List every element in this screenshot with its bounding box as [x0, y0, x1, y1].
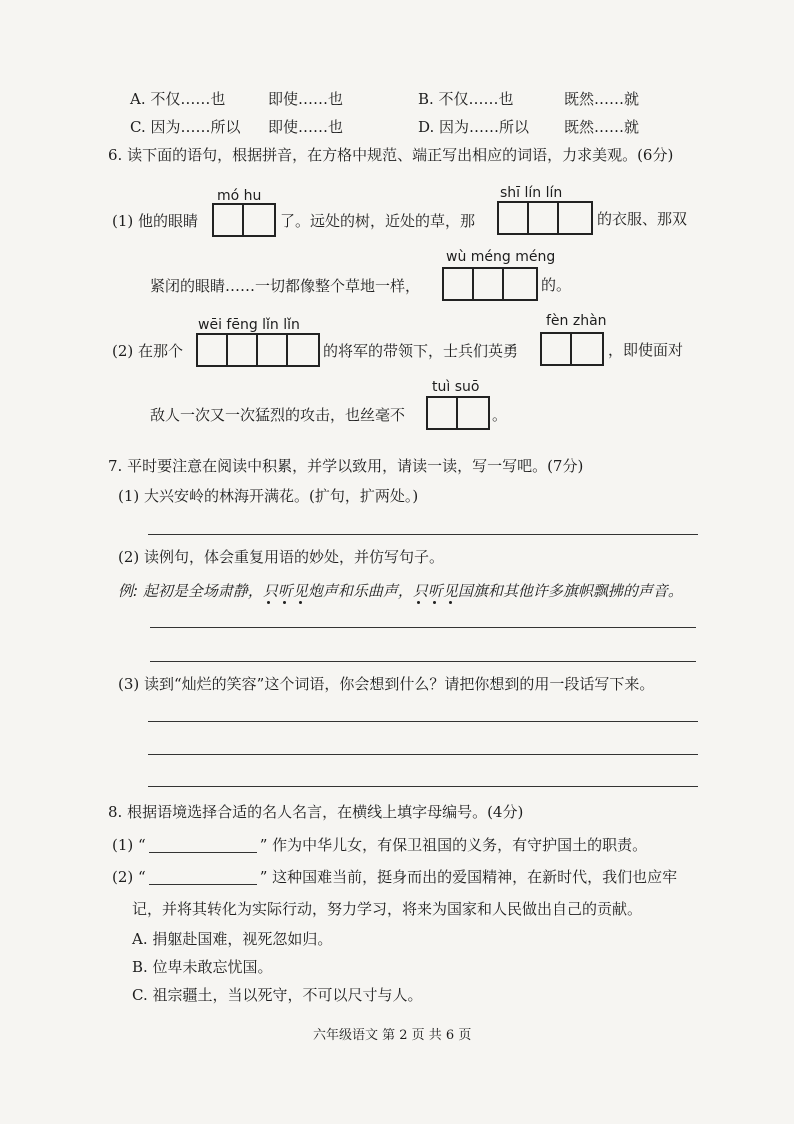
- answer-box-weifenglinlin[interactable]: [196, 333, 320, 367]
- q6-part1-label: (1) 他的眼睛: [112, 212, 199, 230]
- answer-box-mohu[interactable]: [212, 203, 276, 237]
- answer-line[interactable]: [150, 661, 696, 662]
- q6-part2-text2: ，即使面对: [608, 341, 684, 359]
- example-label: 例:: [118, 582, 139, 600]
- option-b-part2: 既然……就: [564, 90, 640, 108]
- emphasis-only-heard-1: 只听见: [263, 582, 308, 600]
- pinyin-mohu: mó hu: [217, 188, 262, 204]
- q6-part1-text1: 了。远处的树，近处的草，那: [280, 212, 476, 230]
- fill-blank-1[interactable]: [149, 838, 257, 853]
- question-6-title: 6. 读下面的语句，根据拼音，在方格中规范、端正写出相应的词语，力求美观。(6分): [108, 146, 674, 164]
- answer-line[interactable]: [148, 534, 698, 535]
- answer-line[interactable]: [148, 721, 698, 722]
- q6-part2-label: (2) 在那个: [112, 342, 184, 360]
- pinyin-fenzhan: fèn zhàn: [546, 313, 607, 329]
- q7-item1: (1) 大兴安岭的林海开满花。(扩句，扩两处。): [118, 487, 419, 505]
- q8-item2-line2: 记，并将其转化为实际行动，努力学习，将来为国家和人民做出自己的贡献。: [132, 900, 643, 918]
- q7-item3: (3) 读到“灿烂的笑容”这个词语，你会想到什么？请把你想到的用一段话写下来。: [118, 675, 655, 693]
- q6-part1-text2: 的衣服、那双: [597, 210, 688, 228]
- question-8-title: 8. 根据语境选择合适的名人名言，在横线上填字母编号。(4分): [108, 803, 524, 821]
- pinyin-wumengmeng: wù méng méng: [446, 249, 556, 265]
- example-text-e: 国旗和其他许多旗帜飘拂的声音。: [457, 582, 683, 600]
- q8-item1: (1) “ ” 作为中华儿女，有保卫祖国的义务，有守护国土的职责。: [112, 836, 648, 854]
- emphasis-only-heard-2: 只听见: [413, 582, 458, 600]
- answer-box-wumengmeng[interactable]: [442, 267, 538, 301]
- q6-part1-line2: 紧闭的眼睛……一切都像整个草地一样，: [150, 277, 421, 295]
- pinyin-shilinlin: shī lín lín: [500, 185, 563, 201]
- pinyin-weifenglinlin: wēi fēng lǐn lǐn: [198, 317, 300, 333]
- option-c-part2: 即使……也: [268, 118, 344, 136]
- question-7-title: 7. 平时要注意在阅读中积累，并学以致用，请读一读，写一写吧。(7分): [108, 457, 584, 475]
- pinyin-tuisuo: tuì suō: [432, 379, 480, 395]
- q8-item2: (2) “ ” 这种国难当前，挺身而出的爱国精神，在新时代，我们也应牢: [112, 868, 678, 886]
- q6-part2-text1: 的将军的带领下，士兵们英勇: [323, 342, 519, 360]
- option-c-part1: C. 因为……所以: [130, 118, 241, 136]
- q8-option-c: C. 祖宗疆土，当以死守，不可以尺寸与人。: [132, 986, 423, 1004]
- answer-line[interactable]: [150, 627, 696, 628]
- option-a-part1: A. 不仅……也: [130, 90, 226, 108]
- q6-part2-text3: 。: [492, 406, 508, 424]
- q6-part1-text3: 的。: [541, 276, 572, 294]
- example-text-c: 炮声和乐曲声，: [307, 582, 413, 600]
- answer-line[interactable]: [148, 754, 698, 755]
- example-text-a: 起初是全场肃静，: [142, 582, 263, 600]
- option-d-part2: 既然……就: [564, 118, 640, 136]
- q8-option-b: B. 位卑未敢忘忧国。: [132, 958, 273, 976]
- answer-box-fenzhan[interactable]: [540, 332, 604, 366]
- option-a-part2: 即使……也: [268, 90, 344, 108]
- q7-item2: (2) 读例句，体会重复用语的妙处，并仿写句子。: [118, 548, 445, 566]
- page-footer: 六年级语文 第 2 页 共 6 页: [313, 1028, 472, 1043]
- q8-option-a: A. 捐躯赴国难，视死忽如归。: [132, 930, 333, 948]
- q6-part2-line2: 敌人一次又一次猛烈的攻击，也丝毫不: [150, 406, 406, 424]
- answer-box-shilinlin[interactable]: [497, 201, 593, 235]
- option-b-part1: B. 不仅……也: [418, 90, 514, 108]
- answer-box-tuisuo[interactable]: [426, 396, 490, 430]
- option-d-part1: D. 因为……所以: [418, 118, 530, 136]
- example-sentence: [118, 580, 683, 601]
- fill-blank-2[interactable]: [149, 870, 257, 885]
- answer-line[interactable]: [148, 786, 698, 787]
